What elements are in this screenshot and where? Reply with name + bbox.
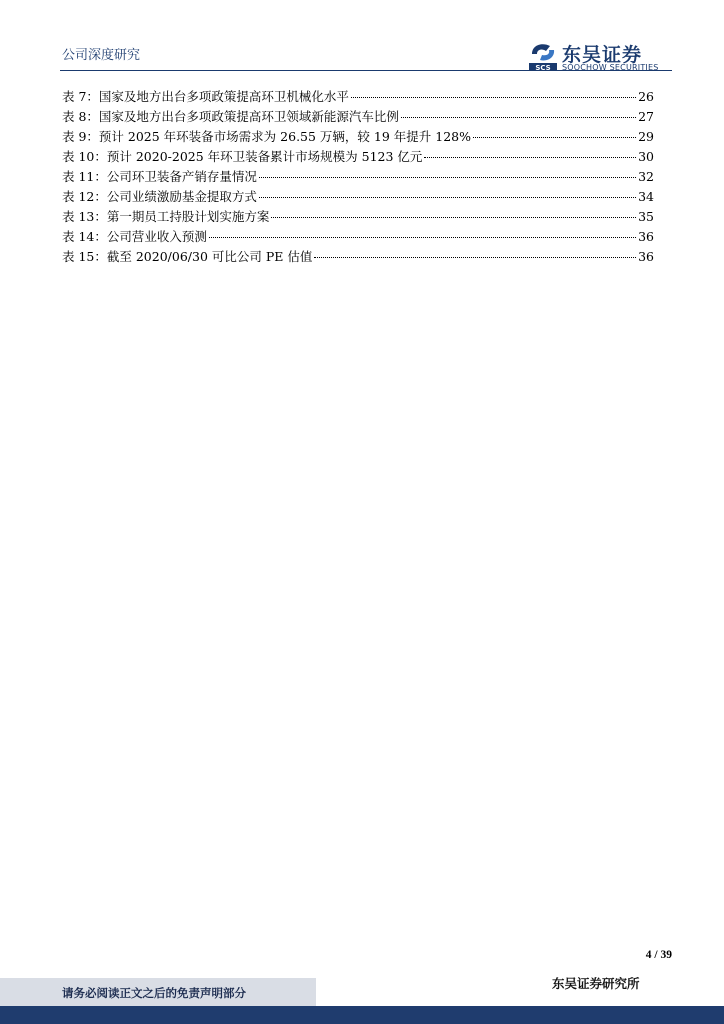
toc-entry-label: 表 15：截至 2020/06/30 可比公司 PE 估值: [62, 249, 313, 264]
toc-entry-page: 29: [638, 129, 654, 144]
toc-leader-dots: [473, 137, 636, 138]
logo-english-name: SOOCHOW SECURITIES: [562, 63, 659, 72]
toc-entry-page: 34: [638, 189, 654, 204]
toc-entry[interactable]: [62, 147, 654, 167]
toc-entry-label: 表 14：公司营业收入预测: [62, 229, 207, 244]
header-divider: [60, 70, 672, 71]
toc-leader-dots: [314, 257, 636, 258]
toc-entry[interactable]: [62, 187, 654, 207]
toc-entry-page: 27: [638, 109, 654, 124]
toc-entry[interactable]: [62, 87, 654, 107]
logo-mark-text: SCS: [535, 64, 551, 72]
toc-entry-label: 表 10：预计 2020-2025 年环卫装备累计市场规模为 5123 亿元: [62, 149, 423, 164]
toc-entry-label: 表 7：国家及地方出台多项政策提高环卫机械化水平: [62, 89, 349, 104]
toc-entry-label: 表 9：预计 2025 年环装备市场需求为 26.55 万辆，较 19 年提升 128%: [62, 129, 471, 144]
scs-logo-icon: [528, 40, 558, 72]
toc-entry-page: 26: [638, 89, 654, 104]
toc-leader-dots: [259, 197, 636, 198]
toc-entry-page: 36: [638, 249, 654, 264]
toc-entry-label: 表 11：公司环卫装备产销存量情况: [62, 169, 257, 184]
toc-entry[interactable]: [62, 207, 654, 227]
toc-entry[interactable]: [62, 127, 654, 147]
toc-entry-label: 表 8：国家及地方出台多项政策提高环卫领域新能源汽车比例: [62, 109, 399, 124]
footer-organization: 东吴证券研究所: [552, 976, 640, 991]
toc-leader-dots: [271, 217, 636, 218]
report-type-label: 公司深度研究: [62, 48, 141, 63]
toc-entry[interactable]: [62, 227, 654, 247]
toc-leader-dots: [424, 157, 636, 158]
toc-entry[interactable]: [62, 107, 654, 127]
toc-entry-page: 35: [638, 209, 654, 224]
table-of-tables: [62, 87, 654, 267]
footer-disclaimer: 请务必阅读正文之后的免责声明部分: [62, 986, 246, 1000]
toc-entry-page: 32: [638, 169, 654, 184]
toc-entry-page: 30: [638, 149, 654, 164]
toc-leader-dots: [259, 177, 636, 178]
toc-leader-dots: [209, 237, 636, 238]
toc-entry[interactable]: [62, 167, 654, 187]
footer-bar: [0, 1006, 724, 1024]
page-number: 4 / 39: [645, 949, 672, 961]
logo-chinese-name: 东吴证券: [562, 44, 643, 66]
toc-leader-dots: [401, 117, 636, 118]
toc-leader-dots: [351, 97, 636, 98]
company-logo: [528, 40, 678, 72]
toc-entry-label: 表 13：第一期员工持股计划实施方案: [62, 209, 270, 224]
toc-entry[interactable]: [62, 247, 654, 267]
toc-entry-page: 36: [638, 229, 654, 244]
toc-entry-label: 表 12：公司业绩激励基金提取方式: [62, 189, 257, 204]
